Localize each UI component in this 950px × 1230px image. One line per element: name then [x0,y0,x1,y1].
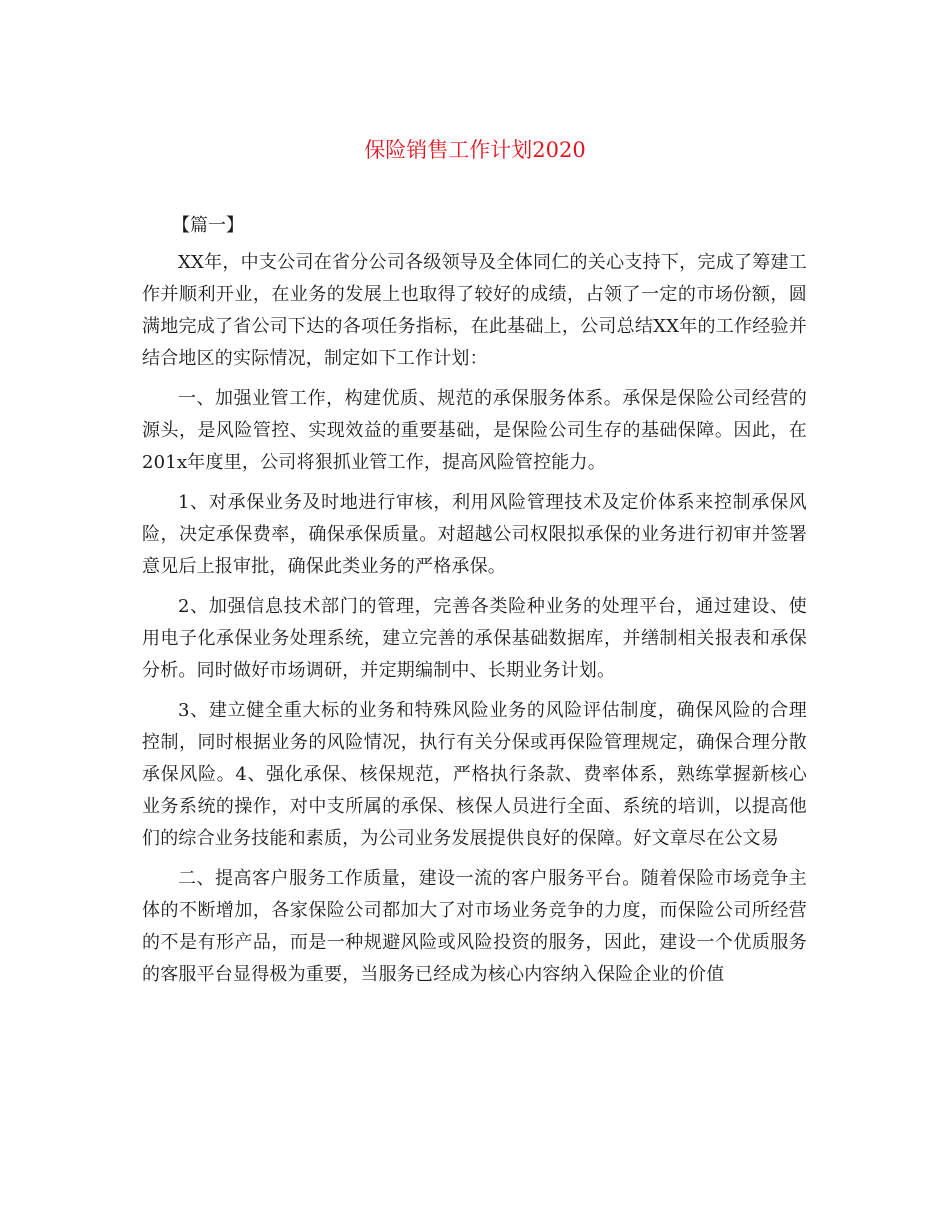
paragraph-item-2: 2、加强信息技术部门的管理，完善各类险种业务的处理平台，通过建设、使用电子化承保业务处理系统，建立完善的承保基础数据库，并缮制相关报表和承保分析。同时做好市场调研，并定期编制中、长期业务计划。 [142,596,807,681]
paragraph-item-1: 1、对承保业务及时地进行审核，利用风险管理技术及定价体系来控制承保风险，决定承保费率，确保承保质量。对超越公司权限拟承保的业务进行初审并签署意见后上报审批，确保此类业务的严格承保。 [142,492,807,577]
paragraph-section-1: 一、加强业管工作，构建优质、规范的承保服务体系。承保是保险公司经营的源头，是风险管控、实现效益的重要基础，是保险公司生存的基础保障。因此，在201x年度里，公司将狠抓业管工作，提高风险管控能力。 [142,388,807,473]
document-body [142,210,807,999]
document-title: 保险销售工作计划2020 [364,138,586,162]
paragraph-intro: XX年，中支公司在省分公司各级领导及全体同仁的关心支持下，完成了筹建工作并顺利开业，在业务的发展上也取得了较好的成绩，占领了一定的市场份额，圆满地完成了省公司下达的各项任务指标，在此基础上，公司总结XX年的工作经验并结合地区的实际情况，制定如下工作计划： [142,252,807,369]
section-heading: 【篇一】 [172,215,244,236]
paragraph-item-3-4: 3、建立健全重大标的业务和特殊风险业务的风险评估制度，确保风险的合理控制，同时根据业务的风险情况，执行有关分保或再保险管理规定，确保合理分散承保风险。4、强化承保、核保规范，严格执行条款、费率体系，熟练掌握新核心业务系统的操作，对中支所属的承保、核保人员进行全面、系统的培训，以提高他们的综合业务技能和素质，为公司业务发展提供良好的保障。好文章尽在公文易 [142,700,807,849]
paragraph-section-2: 二、提高客户服务工作质量，建设一流的客户服务平台。随着保险市场竞争主体的不断增加，各家保险公司都加大了对市场业务竞争的力度，而保险公司所经营的不是有形产品，而是一种规避风险或风险投资的服务，因此，建设一个优质服务的客服平台显得极为重要，当服务已经成为核心内容纳入保险企业的价值 [142,868,807,985]
